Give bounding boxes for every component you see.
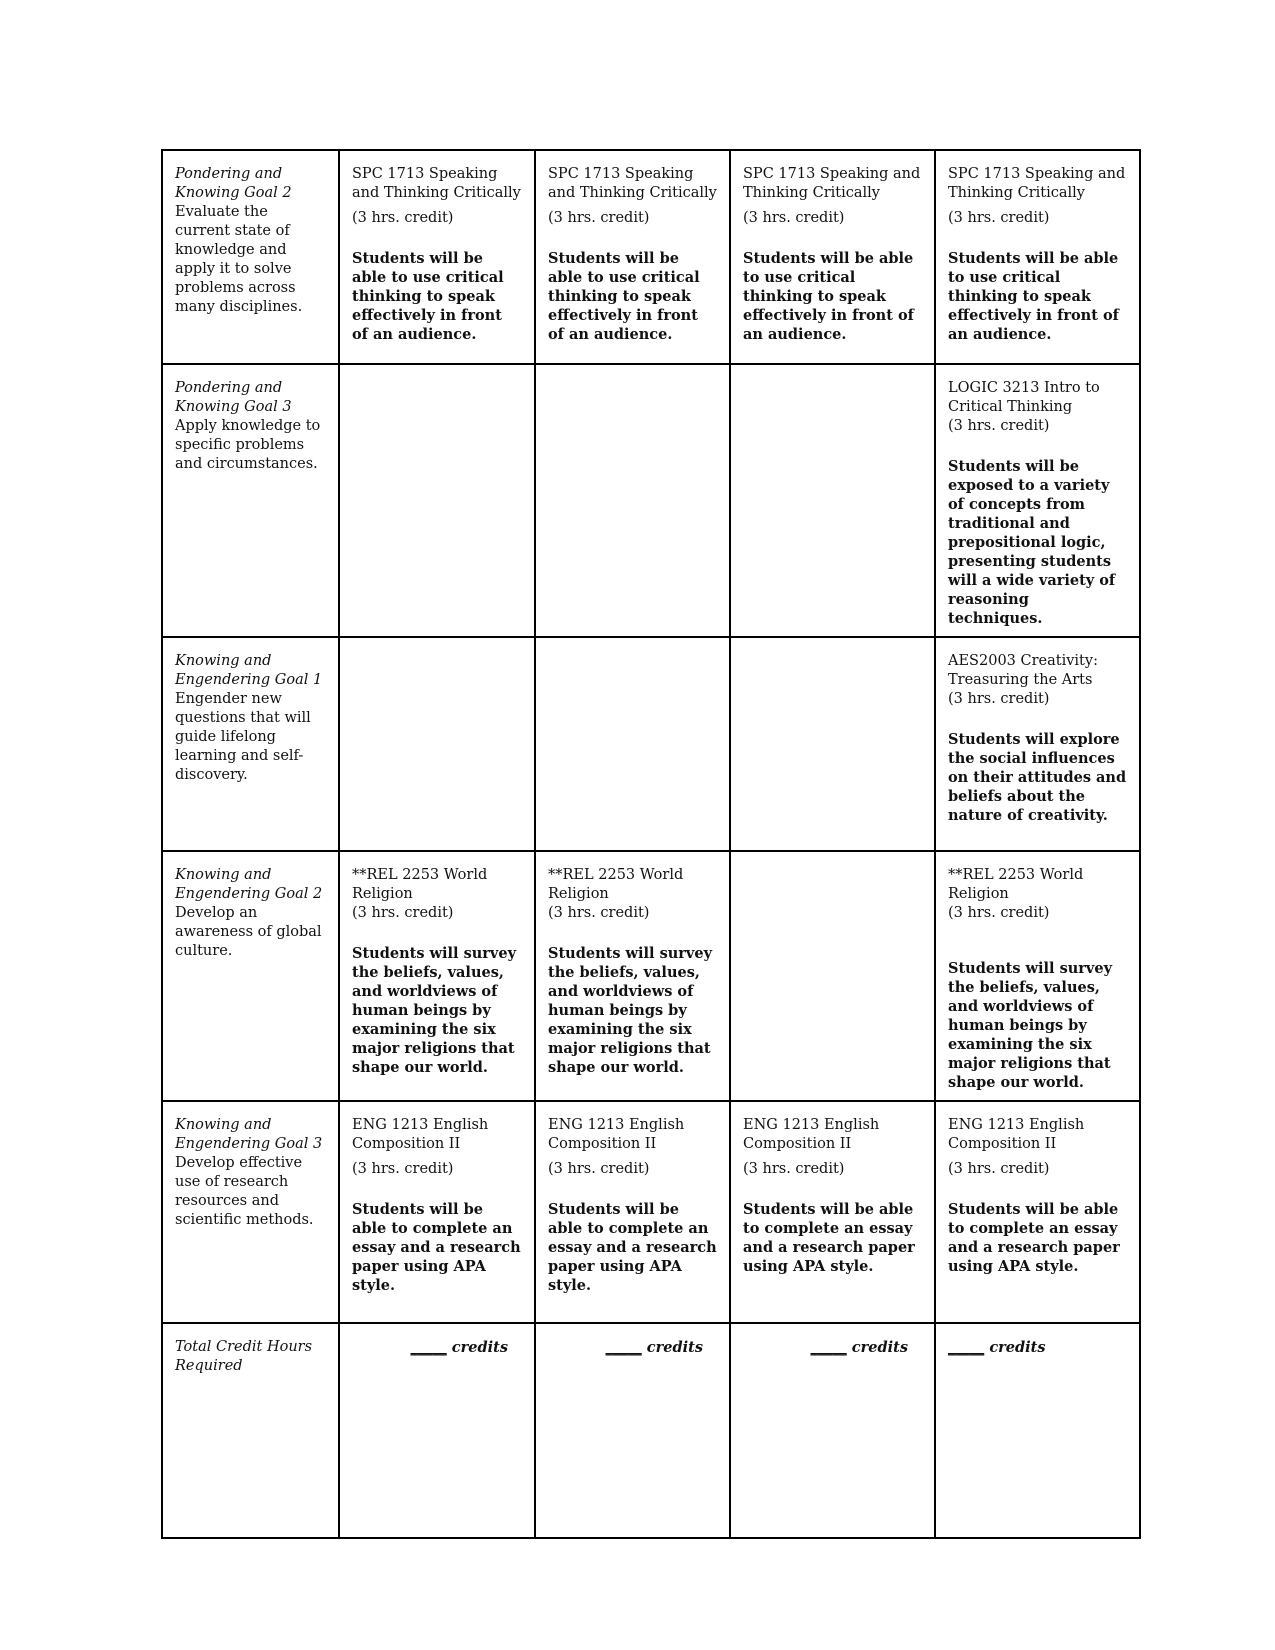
course-name: SPC 1713 Speaking and Thinking Critically <box>743 166 921 201</box>
goal-title: Pondering and Knowing Goal 2 <box>175 166 292 201</box>
goal-description: Develop effective use of research resources and scientific methods. <box>175 1155 314 1228</box>
goal-cell <box>162 851 339 1101</box>
credits-cell <box>730 1323 935 1538</box>
course-cell <box>935 150 1140 364</box>
table-row <box>162 150 1140 364</box>
table-row <box>162 637 1140 851</box>
goal-description: Develop an awareness of global culture. <box>175 905 322 959</box>
goal-title: Knowing and Engendering Goal 1 <box>175 653 323 688</box>
course-cell <box>935 637 1140 851</box>
course-name: ENG 1213 English Composition II <box>548 1117 685 1152</box>
course-cell <box>535 851 730 1101</box>
credits-cell <box>935 1323 1140 1538</box>
course-outcome: Students will be able to use critical thinking to speak effectively in front of an audience. <box>548 250 700 343</box>
table-row <box>162 851 1140 1101</box>
course-credit: (3 hrs. credit) <box>548 210 650 226</box>
course-credit: (3 hrs. credit) <box>948 691 1050 707</box>
credits-word: credits <box>646 1339 703 1356</box>
course-credit: (3 hrs. credit) <box>352 905 454 921</box>
course-cell <box>730 150 935 364</box>
course-credit: (3 hrs. credit) <box>352 210 454 226</box>
credits-cell <box>535 1323 730 1538</box>
course-outcome: Students will survey the beliefs, values, and worldviews of human beings by examining the six major religions that shape our world. <box>352 945 517 1076</box>
course-outcome: Students will be able to complete an essay and a research paper using APA style. <box>743 1201 915 1275</box>
course-cell <box>935 1101 1140 1323</box>
empty-cell <box>339 364 535 637</box>
course-name: **REL 2253 World Religion <box>548 867 684 902</box>
course-name: **REL 2253 World Religion <box>948 867 1084 902</box>
empty-cell <box>535 637 730 851</box>
course-credit: (3 hrs. credit) <box>548 905 650 921</box>
course-outcome: Students will be exposed to a variety of concepts from traditional and prepositional logic, presenting students will a wide variety of reasoning techniques. <box>948 458 1116 627</box>
credits-word: credits <box>451 1339 508 1356</box>
credits-entry <box>352 1338 522 1357</box>
goal-title: Knowing and Engendering Goal 3 <box>175 1117 323 1152</box>
total-label-cell <box>162 1323 339 1538</box>
course-cell <box>535 1101 730 1323</box>
course-cell <box>730 1101 935 1323</box>
course-outcome: Students will be able to use critical thinking to speak effectively in front of an audience. <box>352 250 504 343</box>
empty-cell <box>730 851 935 1101</box>
course-name: SPC 1713 Speaking and Thinking Critically <box>948 166 1126 201</box>
course-credit: (3 hrs. credit) <box>948 905 1050 921</box>
course-credit: (3 hrs. credit) <box>948 1161 1050 1177</box>
course-credit: (3 hrs. credit) <box>743 1161 845 1177</box>
course-name: ENG 1213 English Composition II <box>743 1117 880 1152</box>
course-outcome: Students will be able to use critical thinking to speak effectively in front of an audience. <box>743 250 914 343</box>
course-outcome: Students will be able to complete an essay and a research paper using APA style. <box>548 1201 717 1294</box>
course-name: ENG 1213 English Composition II <box>948 1117 1085 1152</box>
course-name: SPC 1713 Speaking and Thinking Critically <box>352 166 521 201</box>
course-credit: (3 hrs. credit) <box>948 210 1050 226</box>
credits-blank: _____ <box>810 1339 847 1356</box>
outcomes-table <box>161 149 1141 1539</box>
credits-blank: _____ <box>410 1339 447 1356</box>
credits-word: credits <box>989 1339 1046 1356</box>
course-name: **REL 2253 World Religion <box>352 867 488 902</box>
course-credit: (3 hrs. credit) <box>548 1161 650 1177</box>
course-cell <box>339 851 535 1101</box>
credits-entry <box>948 1338 1127 1357</box>
course-cell <box>935 851 1140 1101</box>
credits-blank: _____ <box>605 1339 642 1356</box>
credits-entry <box>743 1338 922 1357</box>
empty-cell <box>535 364 730 637</box>
credits-cell <box>339 1323 535 1538</box>
course-credit: (3 hrs. credit) <box>948 418 1050 434</box>
total-credit-hours-label: Total Credit Hours Required <box>175 1339 313 1374</box>
credits-word: credits <box>851 1339 908 1356</box>
goal-title: Knowing and Engendering Goal 2 <box>175 867 323 902</box>
goal-cell <box>162 150 339 364</box>
empty-cell <box>339 637 535 851</box>
goal-description: Engender new questions that will guide lifelong learning and self-discovery. <box>175 691 311 783</box>
goal-description: Evaluate the current state of knowledge and apply it to solve problems across many disciplines. <box>175 204 303 315</box>
course-cell <box>339 150 535 364</box>
course-cell <box>535 150 730 364</box>
empty-cell <box>730 364 935 637</box>
course-outcome: Students will be able to use critical thinking to speak effectively in front of an audience. <box>948 250 1119 343</box>
course-outcome: Students will explore the social influences on their attitudes and beliefs about the nature of creativity. <box>948 731 1127 824</box>
course-name: ENG 1213 English Composition II <box>352 1117 489 1152</box>
course-credit: (3 hrs. credit) <box>743 210 845 226</box>
credits-entry <box>548 1338 717 1357</box>
course-cell <box>339 1101 535 1323</box>
course-name: SPC 1713 Speaking and Thinking Critically <box>548 166 717 201</box>
course-outcome: Students will survey the beliefs, values, and worldviews of human beings by examining the six major religions that shape our world. <box>948 960 1113 1091</box>
course-outcome: Students will be able to complete an essay and a research paper using APA style. <box>948 1201 1120 1275</box>
course-name: AES2003 Creativity: Treasuring the Arts <box>948 653 1098 688</box>
course-credit: (3 hrs. credit) <box>352 1161 454 1177</box>
course-cell <box>935 364 1140 637</box>
goal-cell <box>162 637 339 851</box>
course-outcome: Students will be able to complete an essay and a research paper using APA style. <box>352 1201 521 1294</box>
table-row <box>162 364 1140 637</box>
table-row <box>162 1101 1140 1323</box>
course-name: LOGIC 3213 Intro to Critical Thinking <box>948 380 1100 415</box>
total-row <box>162 1323 1140 1538</box>
credits-blank: _____ <box>948 1339 985 1356</box>
goal-description: Apply knowledge to specific problems and circumstances. <box>175 418 321 472</box>
goal-cell <box>162 1101 339 1323</box>
empty-cell <box>730 637 935 851</box>
goal-title: Pondering and Knowing Goal 3 <box>175 380 292 415</box>
course-outcome: Students will survey the beliefs, values, and worldviews of human beings by examining the six major religions that shape our world. <box>548 945 713 1076</box>
goal-cell <box>162 364 339 637</box>
